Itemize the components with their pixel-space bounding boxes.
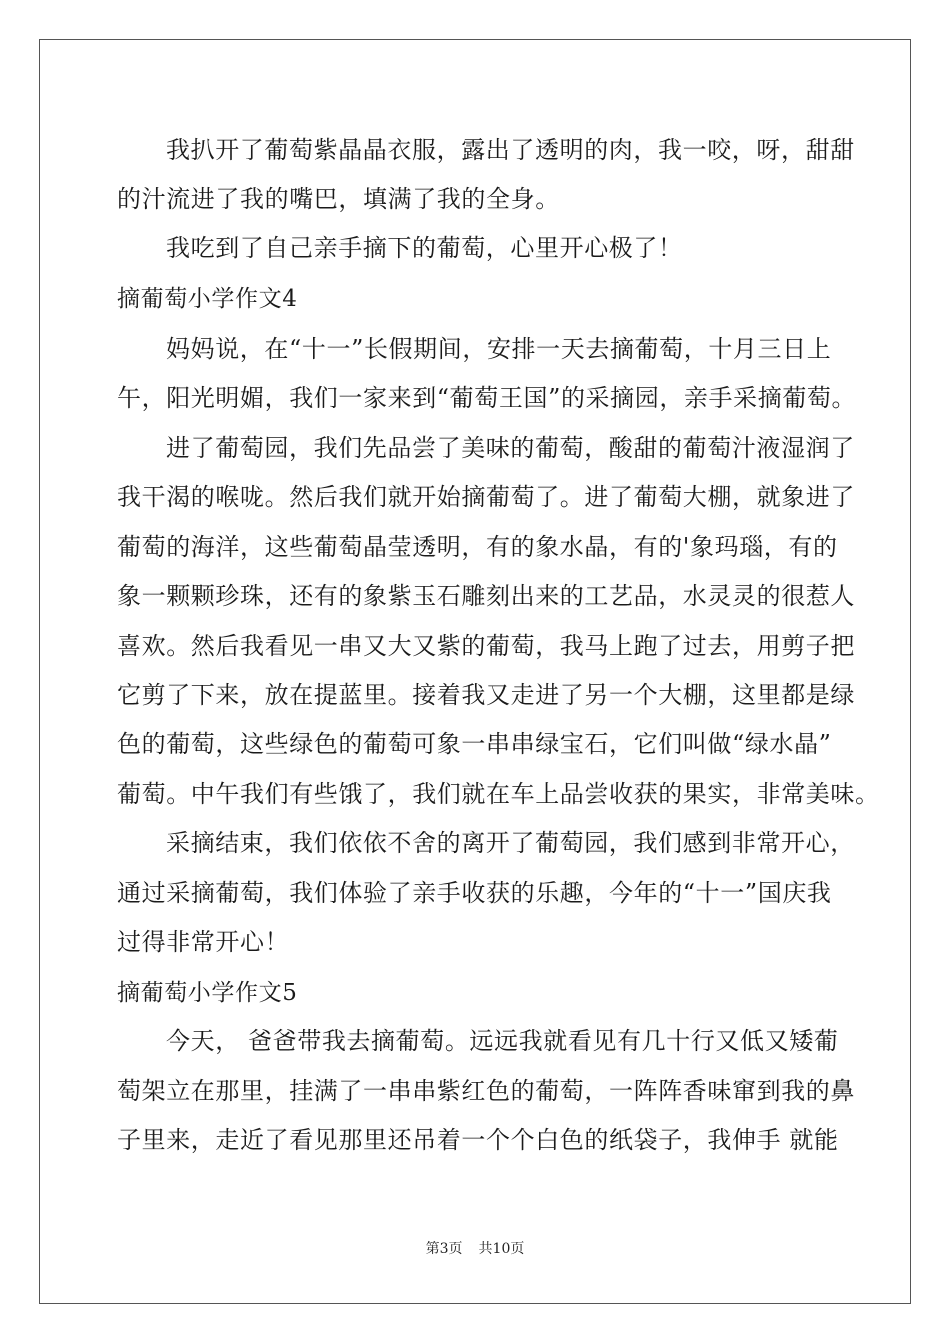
paragraph-line: 今天， 爸爸带我去摘葡萄。远远我就看见有几十行又低又矮葡	[166, 1027, 839, 1055]
paragraph-line: 采摘结束，我们依依不舍的离开了葡萄园，我们感到非常开心，	[166, 829, 855, 857]
paragraph-line: 通过采摘葡萄，我们体验了亲手收获的乐趣，今年的“十一”国庆我	[117, 879, 832, 907]
paragraph-line: 色的葡萄，这些绿色的葡萄可象一串串绿宝石，它们叫做“绿水晶”	[117, 730, 832, 758]
page-number: 第3页	[425, 1241, 463, 1257]
paragraph-line: 进了葡萄园，我们先品尝了美味的葡萄，酸甜的葡萄汁液湿润了	[166, 434, 855, 462]
paragraph-line: 它剪了下来，放在提蓝里。接着我又走进了另一个大棚，这里都是绿	[117, 681, 855, 709]
paragraph-line: 的汁流进了我的嘴巴，填满了我的全身。	[117, 185, 560, 213]
paragraph-line: 过得非常开心！	[117, 928, 290, 956]
paragraph-line: 妈妈说，在“十一”长假期间，安排一天去摘葡萄，十月三日上	[166, 335, 832, 363]
page-footer	[0, 1240, 950, 1258]
paragraph-line: 午，阳光明媚，我们一家来到“葡萄王国”的采摘园，亲手采摘葡萄。	[117, 384, 857, 412]
paragraph-line: 象一颗颗珍珠，还有的象紫玉石雕刻出来的工艺品，水灵灵的很惹人	[117, 582, 855, 610]
paragraph-line: 我扒开了葡萄紫晶晶衣服，露出了透明的肉，我一咬，呀，甜甜	[166, 136, 855, 164]
paragraph-line: 我吃到了自己亲手摘下的葡萄，心里开心极了！	[166, 234, 683, 262]
paragraph-line: 我干渴的喉咙。然后我们就开始摘葡萄了。进了葡萄大棚，就象进了	[117, 483, 855, 511]
page-border	[39, 39, 911, 1304]
paragraph-line: 子里来，走近了看见那里还吊着一个个白色的纸袋子，我伸手 就能	[117, 1126, 839, 1154]
paragraph-line: 喜欢。然后我看见一串又大又紫的葡萄，我马上跑了过去，用剪子把	[117, 632, 855, 660]
paragraph-line: 葡萄。中午我们有些饿了，我们就在车上品尝收获的果实，非常美味。	[117, 780, 880, 808]
section-heading: 摘葡萄小学作文4	[117, 286, 298, 312]
section-heading: 摘葡萄小学作文5	[117, 980, 298, 1006]
paragraph-line: 萄架立在那里，挂满了一串串紫红色的葡萄，一阵阵香味窜到我的鼻	[117, 1077, 855, 1105]
paragraph-line: 葡萄的海洋，这些葡萄晶莹透明，有的象水晶，有的'象玛瑙，有的	[117, 533, 838, 561]
page-total: 共10页	[478, 1241, 525, 1257]
